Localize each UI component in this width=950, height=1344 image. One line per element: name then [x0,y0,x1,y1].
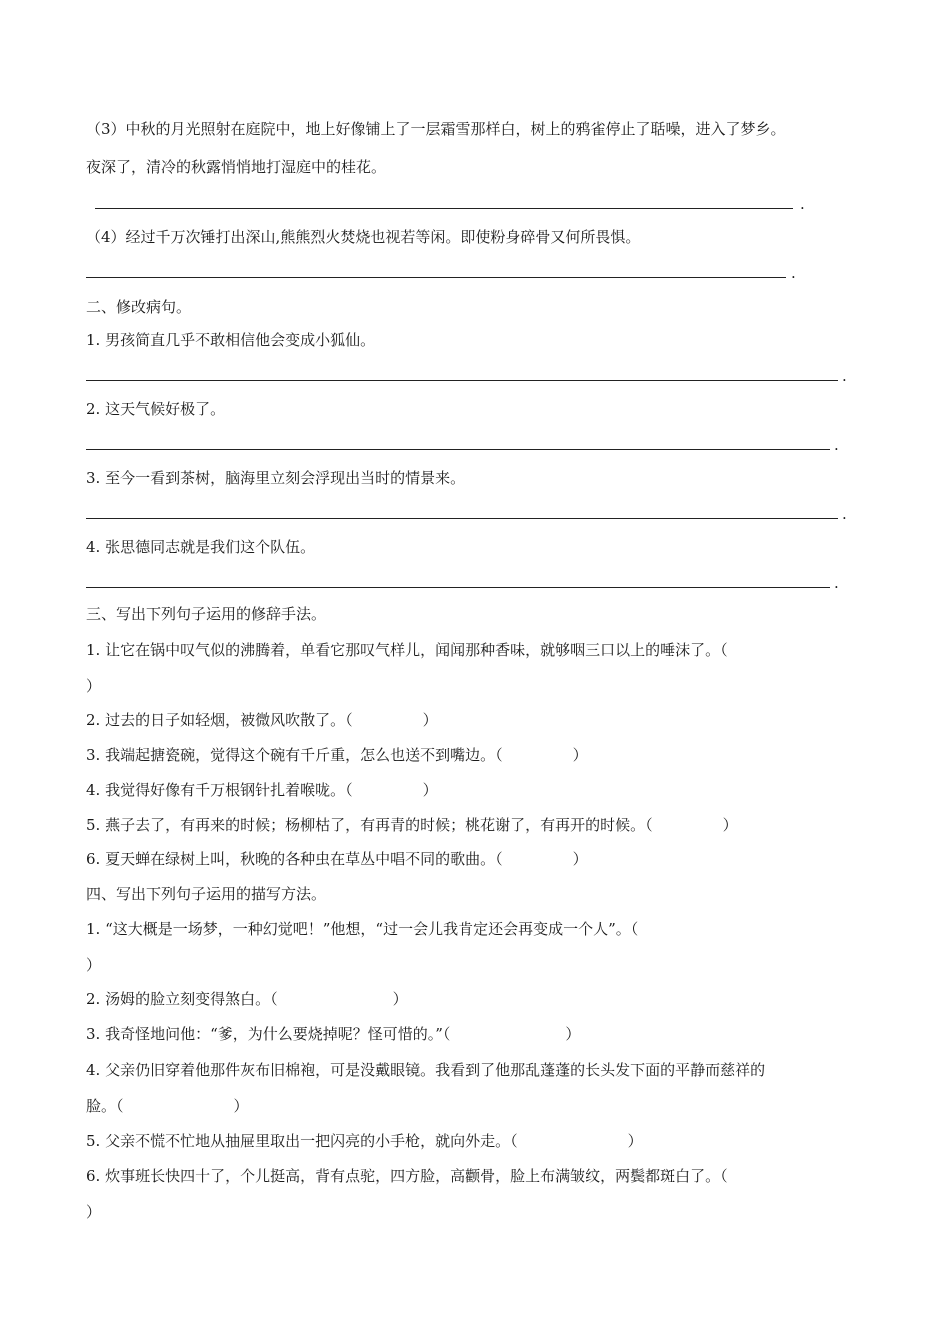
description-question: 6. 炊事班长快四十了，个儿挺高，背有点驼，四方脸，高颧骨，脸上布满皱纹，两鬓都斑白了。（ [86,1167,728,1185]
rhetoric-question: 6. 夏天蝉在绿树上叫，秋晚的各种虫在草丛中唱不同的歌曲。（ ） [86,850,588,868]
item3-line1: （3）中秋的月光照射在庭院中，地上好像铺上了一层霜雪那样白，树上的鸦雀停止了聒噪，进入了梦乡。 [86,120,786,138]
answer-line[interactable] [86,587,830,588]
section-three-heading: 三、写出下列句子运用的修辞手法。 [86,605,327,623]
answer-line[interactable] [86,277,786,278]
description-question: 2. 汤姆的脸立刻变得煞白。（ ） [86,990,408,1008]
rhetoric-question: 5. 燕子去了，有再来的时候；杨柳枯了，有再青的时候；桃花谢了，有再开的时候。（ ） [86,816,738,834]
sentence-item: 4. 张思德同志就是我们这个队伍。 [86,538,316,556]
description-question: 3. 我奇怪地问他：“爹，为什么要烧掉呢？怪可惜的。”（ ） [86,1025,581,1043]
description-question: 1. “这大概是一场梦，一种幻觉吧！”他想，“过一会儿我肯定还会再变成一个人”。（ [86,920,639,938]
rhetoric-question: 4. 我觉得好像有千万根钢针扎着喉咙。（ ） [86,781,438,799]
rhetoric-question: 1. 让它在锅中叹气似的沸腾着，单看它那叹气样儿，闻闻那种香味，就够咽三口以上的唾沫了。（ [86,641,728,659]
answer-line[interactable] [86,518,838,519]
section-two-heading: 二、修改病句。 [86,298,192,316]
answer-line[interactable] [86,449,830,450]
answer-line[interactable] [86,380,838,381]
description-question-close: ） [86,1203,102,1221]
sentence-item: 3. 至今一看到茶树，脑海里立刻会浮现出当时的情景来。 [86,469,466,487]
answer-line[interactable] [95,208,793,209]
line-period: . [834,436,839,454]
description-question: 4. 父亲仍旧穿着他那件灰布旧棉袍，可是没戴眼镜。我看到了他那乱蓬蓬的长头发下面的平静而慈祥的 [86,1061,766,1079]
description-question: 5. 父亲不慌不忙地从抽屉里取出一把闪亮的小手枪，就向外走。（ ） [86,1132,643,1150]
item3-line2: 夜深了，清冷的秋露悄悄地打湿庭中的桂花。 [86,158,387,176]
section-four-heading: 四、写出下列句子运用的描写方法。 [86,885,327,903]
rhetoric-question: 2. 过去的日子如轻烟，被微风吹散了。（ ） [86,711,438,729]
description-question-close: ） [86,956,102,974]
sentence-item: 2. 这天气候好极了。 [86,400,226,418]
line-period: . [834,574,839,592]
item4-text: （4）经过千万次锤打出深山,熊熊烈火焚烧也视若等闲。即使粉身碎骨又何所畏惧。 [86,228,641,246]
description-question: 脸。（ ） [86,1097,249,1115]
sentence-item: 1. 男孩简直几乎不敢相信他会变成小狐仙。 [86,331,376,349]
line-period: . [800,195,805,213]
rhetoric-question-close: ） [86,677,102,695]
rhetoric-question: 3. 我端起搪瓷碗，觉得这个碗有千斤重，怎么也送不到嘴边。（ ） [86,746,588,764]
line-period: . [842,505,847,523]
line-period: . [791,264,796,282]
line-period: . [842,367,847,385]
